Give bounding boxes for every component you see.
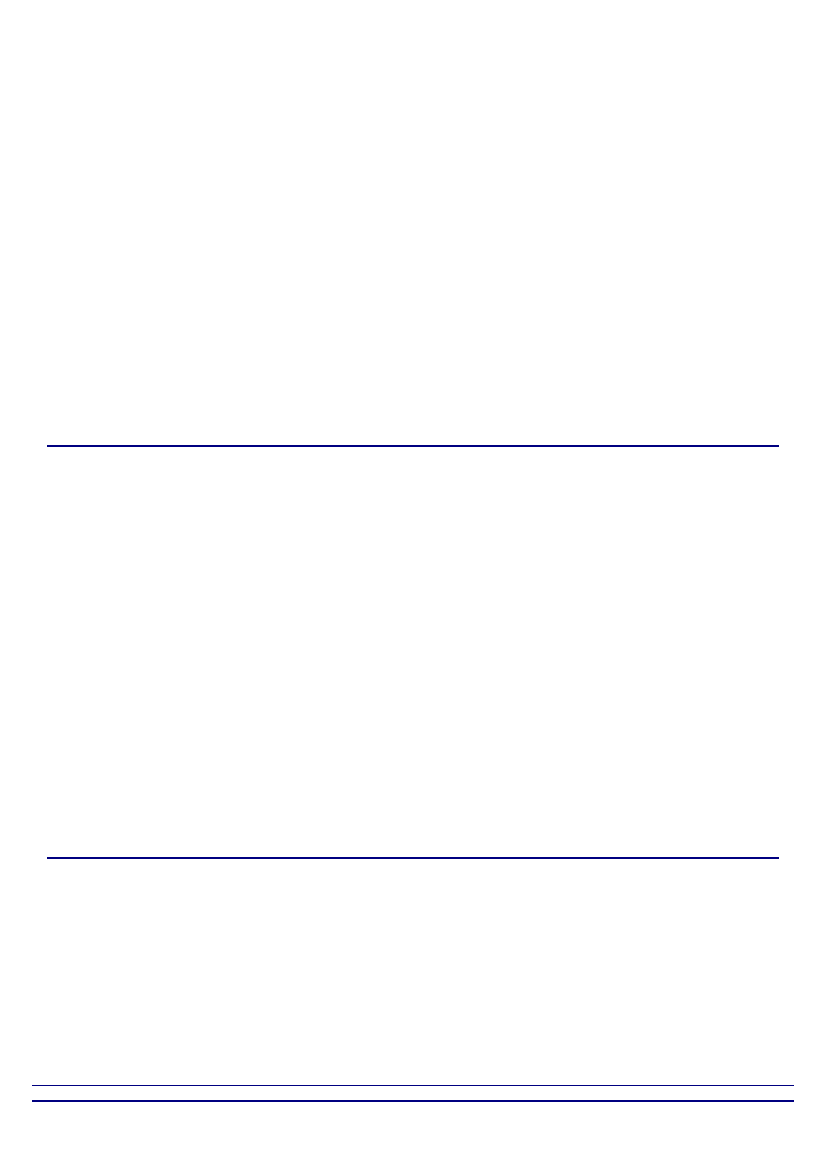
chart-section-top-divider	[47, 857, 779, 859]
footer-divider-thick	[32, 1100, 794, 1102]
footer-divider-thin	[32, 1085, 794, 1086]
right-bar-line-chart	[430, 860, 795, 1088]
left-bar-chart	[88, 860, 418, 1088]
table-title-bar	[47, 428, 779, 447]
